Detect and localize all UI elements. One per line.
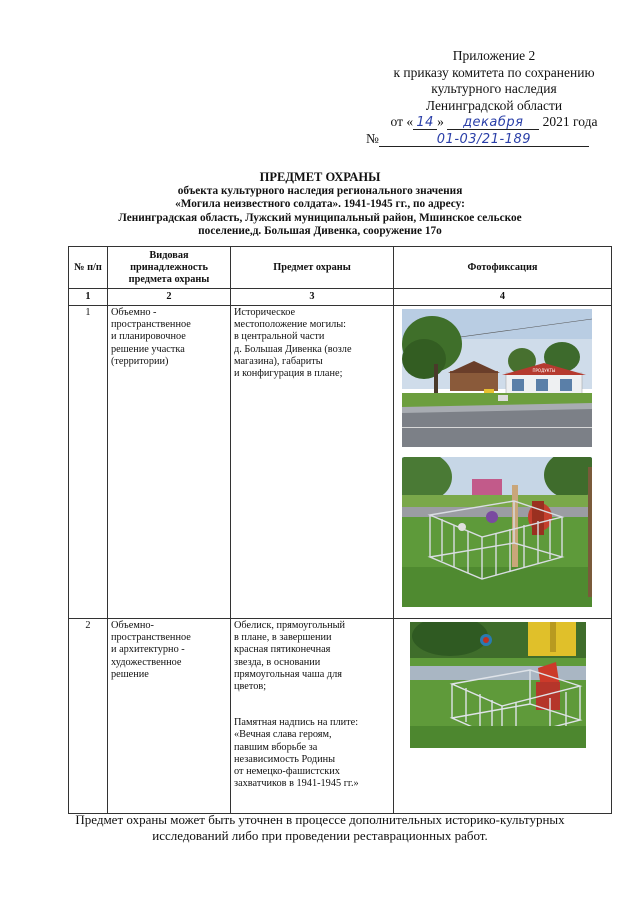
photo-grave-fence: [402, 457, 592, 607]
table-row: [69, 619, 612, 814]
table-header-row: [69, 247, 612, 289]
appendix-block: [360, 48, 628, 147]
heading-line: объекта культурного наследия регионального значения: [177, 184, 463, 197]
order-day: 14: [413, 116, 437, 130]
inscription-text: Памятная надпись на плите: «Вечная слава героям, павшим вборьбе за независимость Родины от немецко-фашистских захватчиков в 1941-1945 гг.»: [234, 717, 359, 790]
order-number: № 01-03/21-189: [360, 131, 628, 148]
document-title: ПРЕДМЕТ ОХРАНЫ: [259, 170, 381, 184]
protection-subject-table: [68, 246, 612, 814]
row-number: 1: [69, 306, 108, 619]
row-subject: Историческое местоположение могилы: в центральной части д. Большая Дивенка (возле магазина), габариты и конфигурация в плане;: [231, 306, 394, 619]
heading-line: «Могила неизвестного солдата». 1941-1945 гг., по адресу:: [175, 198, 465, 211]
order-year: 2021 года: [542, 114, 598, 129]
row-type: Объемно - пространственное и планировочное решение участка (территории): [108, 306, 231, 619]
header-subject: Предмет охраны: [231, 247, 394, 289]
column-number-row: [69, 289, 612, 306]
footer-note: [60, 812, 580, 843]
order-date: от « 14 » декабря 2021 года: [390, 114, 598, 130]
photo-obelisk: [410, 622, 586, 748]
appendix-order-line: к приказу комитета по сохранению: [393, 64, 595, 80]
row-photos: [394, 619, 612, 814]
column-number: 1: [69, 289, 108, 306]
appendix-order-line: Ленинградской области: [425, 97, 563, 113]
order-number-value: 01-03/21-189: [379, 133, 589, 147]
header-num: № п/п: [69, 247, 108, 289]
appendix-order-line: культурного наследия: [431, 81, 557, 96]
heading-line: поселение,д. Большая Дивенка, сооружение 17о: [198, 225, 442, 238]
column-number: 4: [394, 289, 612, 306]
footer-line: исследований либо при проведении реставрационных работ.: [152, 827, 488, 843]
appendix-title: Приложение 2: [452, 48, 536, 63]
store-sign: ПРОДУКТЫ: [532, 368, 556, 373]
footer-line: Предмет охраны может быть уточнен в процессе дополнительных историко-культурных: [75, 812, 565, 827]
header-type: Видовая принадлежность предмета охраны: [108, 247, 231, 289]
photo-street-store: [402, 309, 592, 447]
header-photo: Фотофиксация: [394, 247, 612, 289]
heading-line: Ленинградская область, Лужский муниципальный район, Мшинское сельское: [118, 211, 522, 224]
order-month: декабря: [447, 116, 539, 130]
document-heading: [60, 171, 580, 239]
column-number: 3: [231, 289, 394, 306]
row-subject: Обелиск, прямоугольный в плане, в завершении красная пятиконечная звезда, в основании прямоугольная чаша для цветов; Памятная надпись на плите: «Вечная слава героям, павшим вборьбе за независимость Родины от немецко-фашистских захватчиков в 1941-1945 гг.»: [231, 619, 394, 814]
row-number: 2: [69, 619, 108, 814]
row-photos: [394, 306, 612, 619]
column-number: 2: [108, 289, 231, 306]
row-type: Объемно- пространственное и архитектурно - художественное решение: [108, 619, 231, 814]
table-row: [69, 306, 612, 619]
